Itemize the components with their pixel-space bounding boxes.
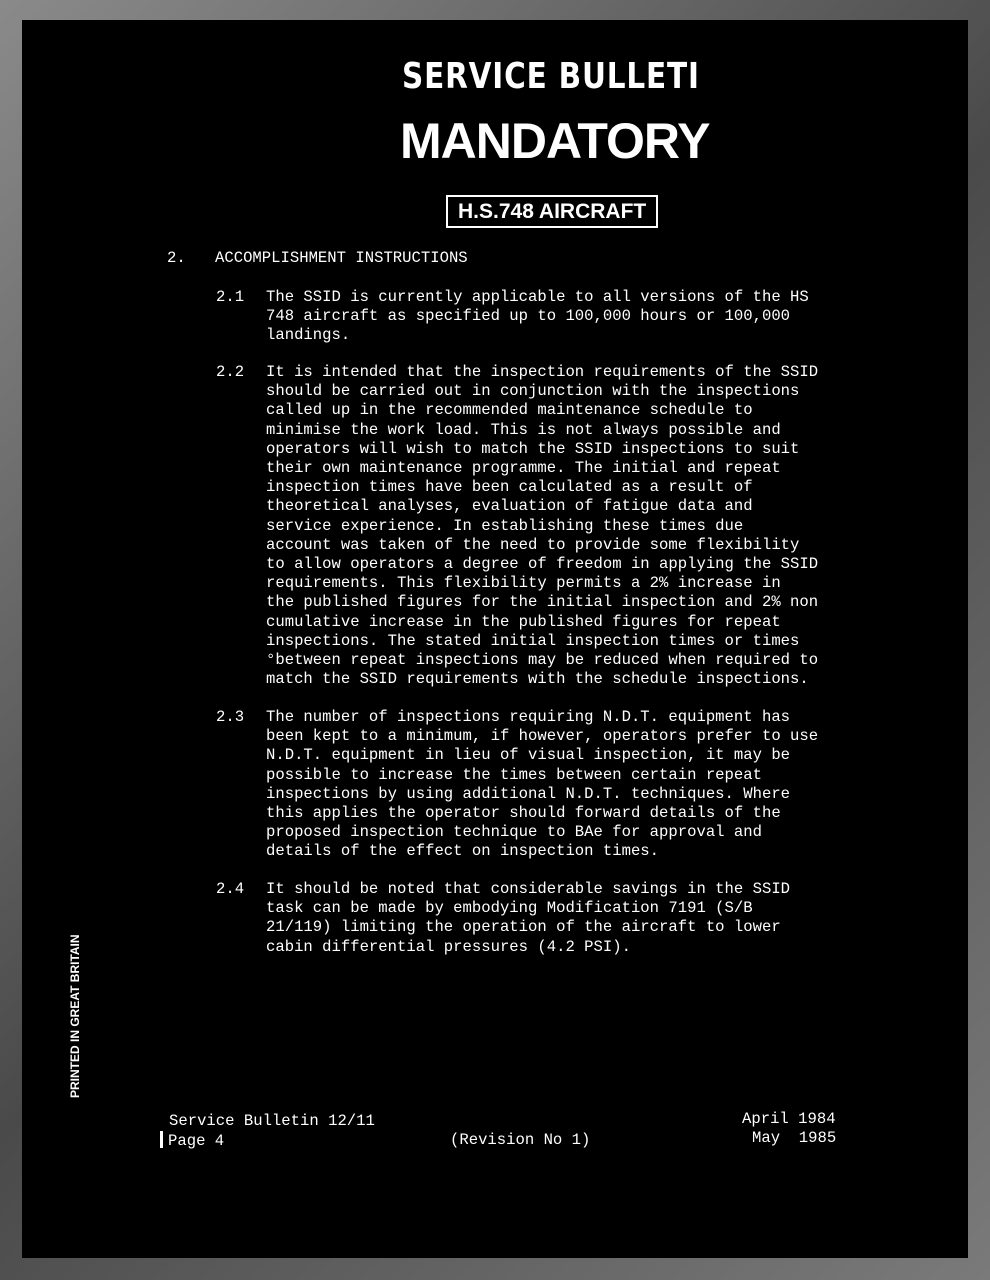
footer-revision: (Revision No 1) xyxy=(450,1131,591,1149)
paragraph-text: The number of inspections requiring N.D.T. equipment has been kept to a minimum, if however, operators prefer to use N.D.T. equipment in lieu of visual inspection, it may be possible to increase the times between certain repeat inspections by using additional N.D.T. techniques. Where this applies the operator should forward details of the proposed inspection technique to BAe for approval and details of the effect on inspection times. xyxy=(266,708,819,861)
revision-bar xyxy=(160,1131,163,1148)
paragraph-number: 2.4 xyxy=(216,880,245,898)
paragraph-text: It should be noted that considerable savings in the SSID task can be made by embodying Modification 7191 (S/B 21/119) limiting the operation of the aircraft to lower cabin differential pressures (4.2 PSI). xyxy=(266,880,791,956)
paragraph-2-3 xyxy=(216,708,856,862)
footer-page-line xyxy=(160,1131,375,1151)
section-heading xyxy=(167,249,468,267)
paragraph-number: 2.2 xyxy=(216,363,245,381)
document-page xyxy=(22,20,968,1258)
paragraph-text: It is intended that the inspection requirements of the SSID should be carried out in conjunction with the inspections called up in the recommended maintenance schedule to minimise the work load. This is not always possible and operators will wish to match the SSID inspections to suit their own maintenance programme. The initial and repeat inspection times have been calculated as a result of theoretical analyses, evaluation of fatigue data and service experience. In establishing these times due account was taken of the need to provide some flexibility to allow operators a degree of freedom in applying the SSID requirements. This flexibility permits a 2% increase in the published figures for the initial inspection and 2% non cumulative increase in the published figures for repeat inspections. The stated initial inspection times or times °between repeat inspections may be reduced when required to match the SSID requirements with the schedule inspections. xyxy=(266,363,819,689)
aircraft-label-box: H.S.748 AIRCRAFT xyxy=(446,195,658,228)
paragraph-2-2 xyxy=(216,363,856,689)
footer-page-number: Page 4 xyxy=(168,1132,225,1150)
mandatory-heading: MANDATORY xyxy=(400,113,710,169)
paragraph-number: 2.1 xyxy=(216,288,245,306)
paragraph-text: The SSID is currently applicable to all versions of the HS 748 aircraft as specified up to 100,000 hours or 100,000 landings. xyxy=(266,288,809,345)
bulletin-title: SERVICE BULLETI xyxy=(402,56,700,97)
footer-date-original: April 1984 xyxy=(742,1110,836,1128)
footer-left xyxy=(160,1112,375,1151)
printed-in-label: PRINTED IN GREAT BRITAIN xyxy=(68,934,82,1098)
paragraph-2-1 xyxy=(216,288,856,346)
paragraph-number: 2.3 xyxy=(216,708,245,726)
paragraph-2-4 xyxy=(216,880,856,957)
footer-dates xyxy=(742,1110,836,1148)
footer-bulletin-number: Service Bulletin 12/11 xyxy=(169,1112,375,1130)
footer-date-revised: May 1985 xyxy=(752,1129,837,1147)
section-title: ACCOMPLISHMENT INSTRUCTIONS xyxy=(215,249,468,267)
section-number: 2. xyxy=(167,249,186,267)
